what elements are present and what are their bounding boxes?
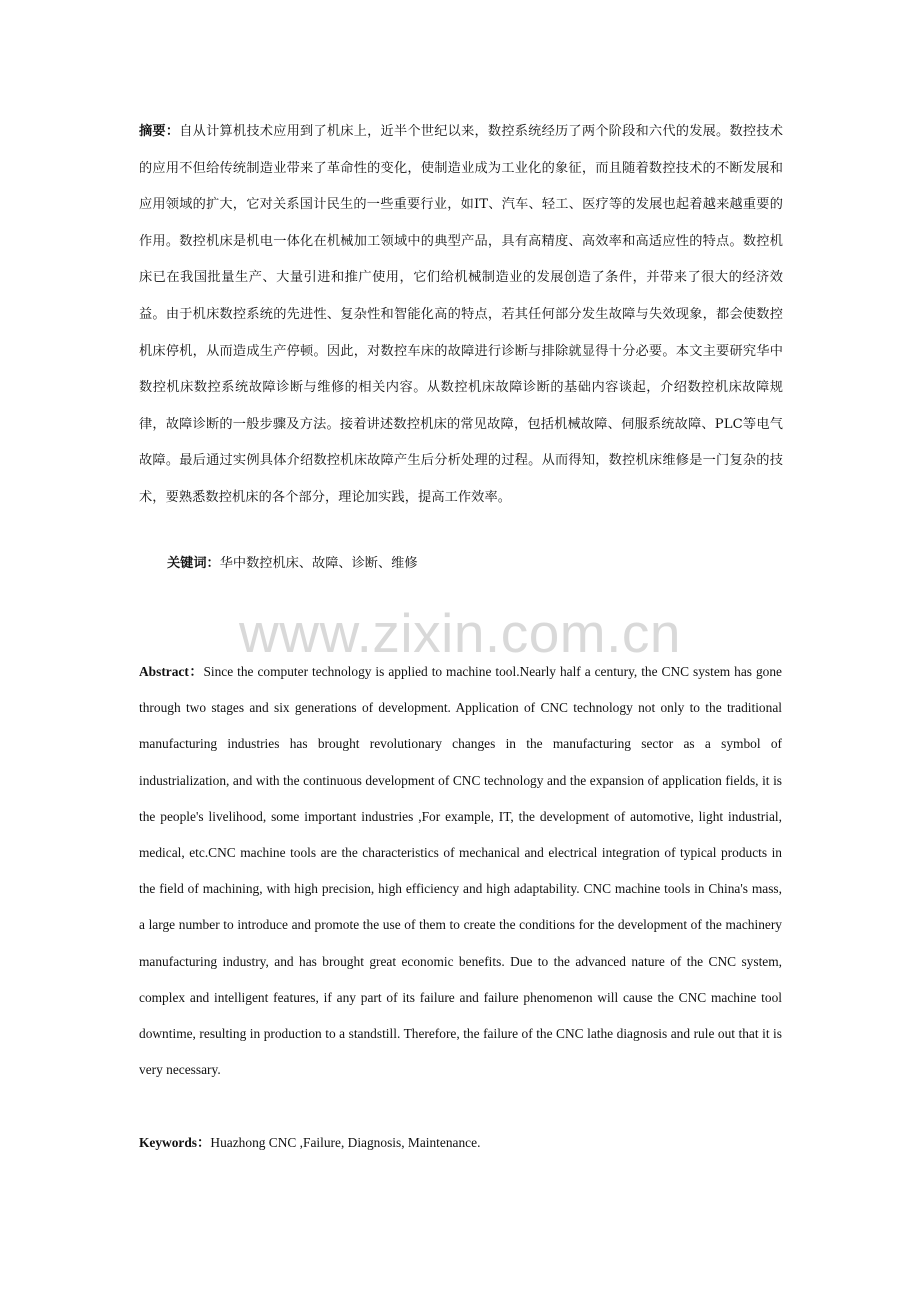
english-abstract-text: Since the computer technology is applied to machine tool.Nearly half a century, the CNC system has gone through two stages and six generations of development. Application of CNC technology not only to the traditional manufacturing industries has brought revolutionary changes in the manufacturing sector as a symbol of industrialization, and with the continuous development of CNC technology and the expansion of application fields, it is the people's livelihood, some important industries ,For example, IT, the development of automotive, light industrial, medical, etc.CNC machine tools are the characteristics of mechanical and electrical integration of typical products in the field of machining, with high precision, high efficiency and high adaptability. CNC machine tools in China's mass, a large number to introduce and promote the use of them to create the conditions for the development of the machinery manufacturing industry, and has brought great economic benefits. Due to the advanced nature of the CNC system, complex and intelligent features, if any part of its failure and failure phenomenon will cause the CNC machine tool downtime, resulting in production to a standstill. Therefore, the failure of the CNC lathe diagnosis and rule out that it is very necessary.	[139, 664, 782, 1078]
english-keywords-text: Huazhong CNC ,Failure, Diagnosis, Maintenance.	[210, 1135, 481, 1150]
english-abstract	[139, 654, 782, 1088]
english-keywords	[139, 1128, 782, 1158]
chinese-keywords	[167, 549, 783, 579]
chinese-keywords-text: 华中数控机床、故障、诊断、维修	[219, 556, 418, 571]
chinese-abstract-text: 自从计算机技术应用到了机床上，近半个世纪以来，数控系统经历了两个阶段和六代的发展。数控技术的应用不但给传统制造业带来了革命性的变化，使制造业成为工业化的象征，而且随着数控技术的不断发展和应用领域的扩大，它对关系国计民生的一些重要行业，如IT、汽车、轻工、医疗等的发展也起着越来越重要的作用。数控机床是机电一体化在机械加工领域中的典型产品，具有高精度、高效率和高适应性的特点。数控机床已在我国批量生产、大量引进和推广使用，它们给机械制造业的发展创造了条件，并带来了很大的经济效益。由于机床数控系统的先进性、复杂性和智能化高的特点，若其任何部分发生故障与失效现象，都会使数控机床停机，从而造成生产停顿。因此，对数控车床的故障进行诊断与排除就显得十分必要。本文主要研究华中数控机床数控系统故障诊断与维修的相关内容。从数控机床故障诊断的基础内容谈起，介绍数控机床故障规律，故障诊断的一般步骤及方法。接着讲述数控机床的常见故障，包括机械故障、伺服系统故障、PLC等电气故障。最后通过实例具体介绍数控机床故障产生后分析处理的过程。从而得知，数控机床维修是一门复杂的技术，要熟悉数控机床的各个部分，理论加实践，提高工作效率。	[139, 124, 783, 505]
chinese-abstract-label: 摘要：	[139, 124, 180, 139]
chinese-keywords-label: 关键词：	[167, 556, 220, 571]
watermark: www.zixin.com.cn	[239, 602, 681, 664]
english-abstract-label: Abstract：	[139, 664, 204, 679]
chinese-abstract	[139, 114, 783, 517]
english-keywords-label: Keywords：	[139, 1135, 211, 1150]
